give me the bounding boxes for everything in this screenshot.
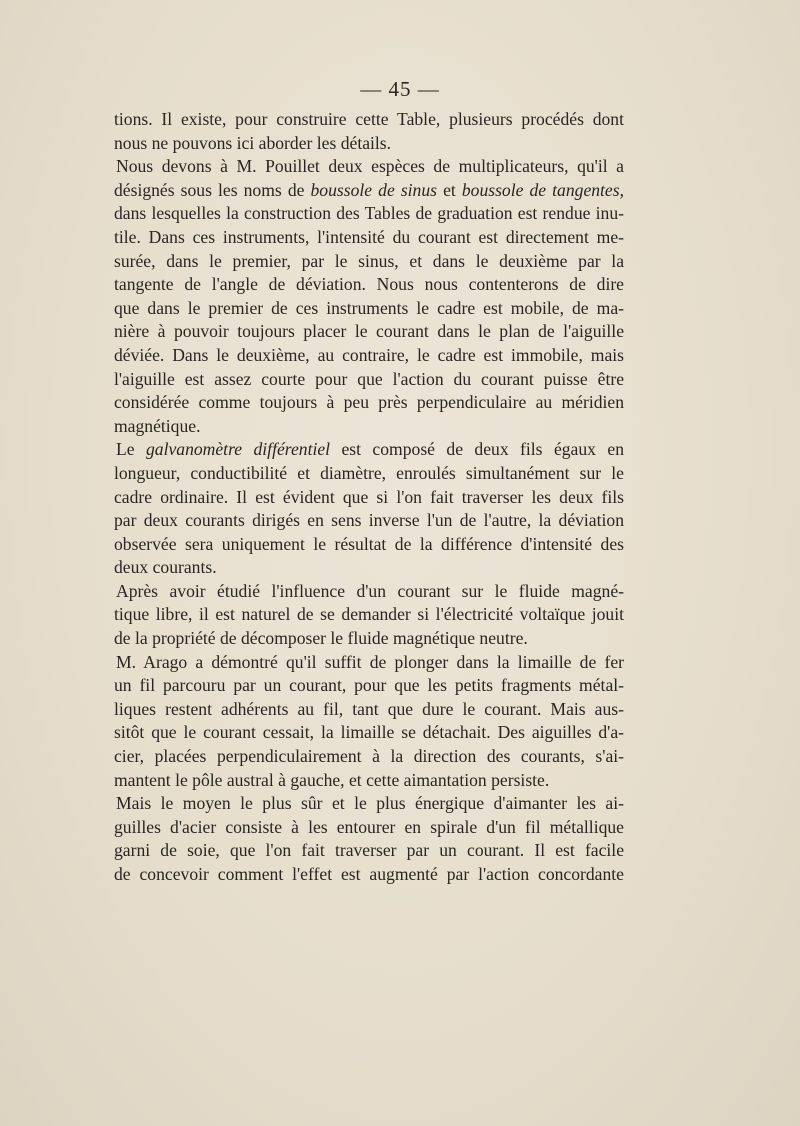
page-number: — 45 — <box>360 77 440 101</box>
text-line: déviée. Dans le deuxième, au contraire, le cadre est immobile, mais <box>114 344 624 365</box>
text-line: dans lesquelles la construction des Tables de graduation est rendue inu- <box>114 203 624 224</box>
text-line <box>114 155 624 179</box>
text-line: tangente de l'angle de déviation. Nous nous contenterons de dire <box>114 274 624 295</box>
body-text <box>114 108 624 887</box>
text-run: , <box>619 179 624 200</box>
text-line: nière à pouvoir toujours placer le courant dans le plan de l'aiguille <box>114 321 624 342</box>
text-line: l'aiguille est assez courte pour que l'action du courant puisse être <box>114 368 624 389</box>
text-line <box>114 179 624 203</box>
text-line: magnétique. <box>114 415 201 436</box>
text-line: surée, dans le premier, par le sinus, et dans le deuxième par la <box>114 250 624 271</box>
text-line: que dans le premier de ces instruments le cadre est mobile, de ma- <box>114 297 624 318</box>
text-line <box>114 438 624 462</box>
text-line: M. Arago a démontré qu'il suffit de plonger dans la limaille de fer <box>116 651 624 672</box>
text-line: Mais le moyen le plus sûr et le plus énergique d'aimanter les ai- <box>116 793 624 814</box>
italic-term: boussole de tangentes <box>461 179 620 200</box>
text-line: mantent le pôle austral à gauche, et cette aimantation persiste. <box>114 769 550 790</box>
text-line: sitôt que le courant cessait, la limaille se détachait. Des aiguilles d'a- <box>114 722 624 743</box>
text-line: de la propriété de décomposer le fluide magnétique neutre. <box>114 628 528 649</box>
text-line: liques restent adhérents au fil, tant que dure le courant. Mais aus- <box>114 698 624 719</box>
text-line: Après avoir étudié l'influence d'un courant sur le fluide magné- <box>116 580 624 601</box>
text-line: cadre ordinaire. Il est évident que si l'on fait traverser les deux fils <box>114 486 624 507</box>
text-run: désignés sous les noms de <box>114 179 311 200</box>
text-line: guilles d'acier consiste à les entourer en spirale d'un fil métallique <box>114 816 624 837</box>
text-line: cier, placées perpendiculairement à la direction des courants, s'ai- <box>114 746 624 767</box>
text-run: est composé de deux fils égaux en <box>330 439 624 460</box>
text-line: tions. Il existe, pour construire cette Table, plusieurs procédés dont <box>114 109 624 129</box>
text-line: longueur, conductibilité et diamètre, enroulés simultanément sur le <box>114 462 624 483</box>
text-run: Nous devons à M. Pouillet deux espèces de multiplicateurs, qu'il a <box>116 156 624 177</box>
text-line: observée sera uniquement le résultat de la différence d'intensité des <box>114 533 624 554</box>
text-line: tique libre, il est naturel de se demander si l'électricité voltaïque jouit <box>114 604 624 625</box>
text-run: et <box>437 179 462 200</box>
text-line: nous ne pouvons ici aborder les détails. <box>114 132 392 153</box>
text-line: de concevoir comment l'effet est augmenté par l'action concordante <box>114 864 624 884</box>
text-line: un fil parcouru par un courant, pour que les petits fragments métal- <box>114 675 624 696</box>
italic-term: galvanomètre différentiel <box>145 439 331 460</box>
text-run: Le <box>116 439 146 460</box>
text-line: deux courants. <box>114 557 217 578</box>
text-line: par deux courants dirigés en sens inverse l'un de l'autre, la déviation <box>114 510 624 531</box>
italic-term: boussole de sinus <box>310 179 437 200</box>
text-line: considérée comme toujours à peu près perpendiculaire au méridien <box>114 392 624 413</box>
text-line: garni de soie, que l'on fait traverser par un courant. Il est facile <box>114 840 624 861</box>
text-line: tile. Dans ces instruments, l'intensité du courant est directement me- <box>114 226 624 247</box>
